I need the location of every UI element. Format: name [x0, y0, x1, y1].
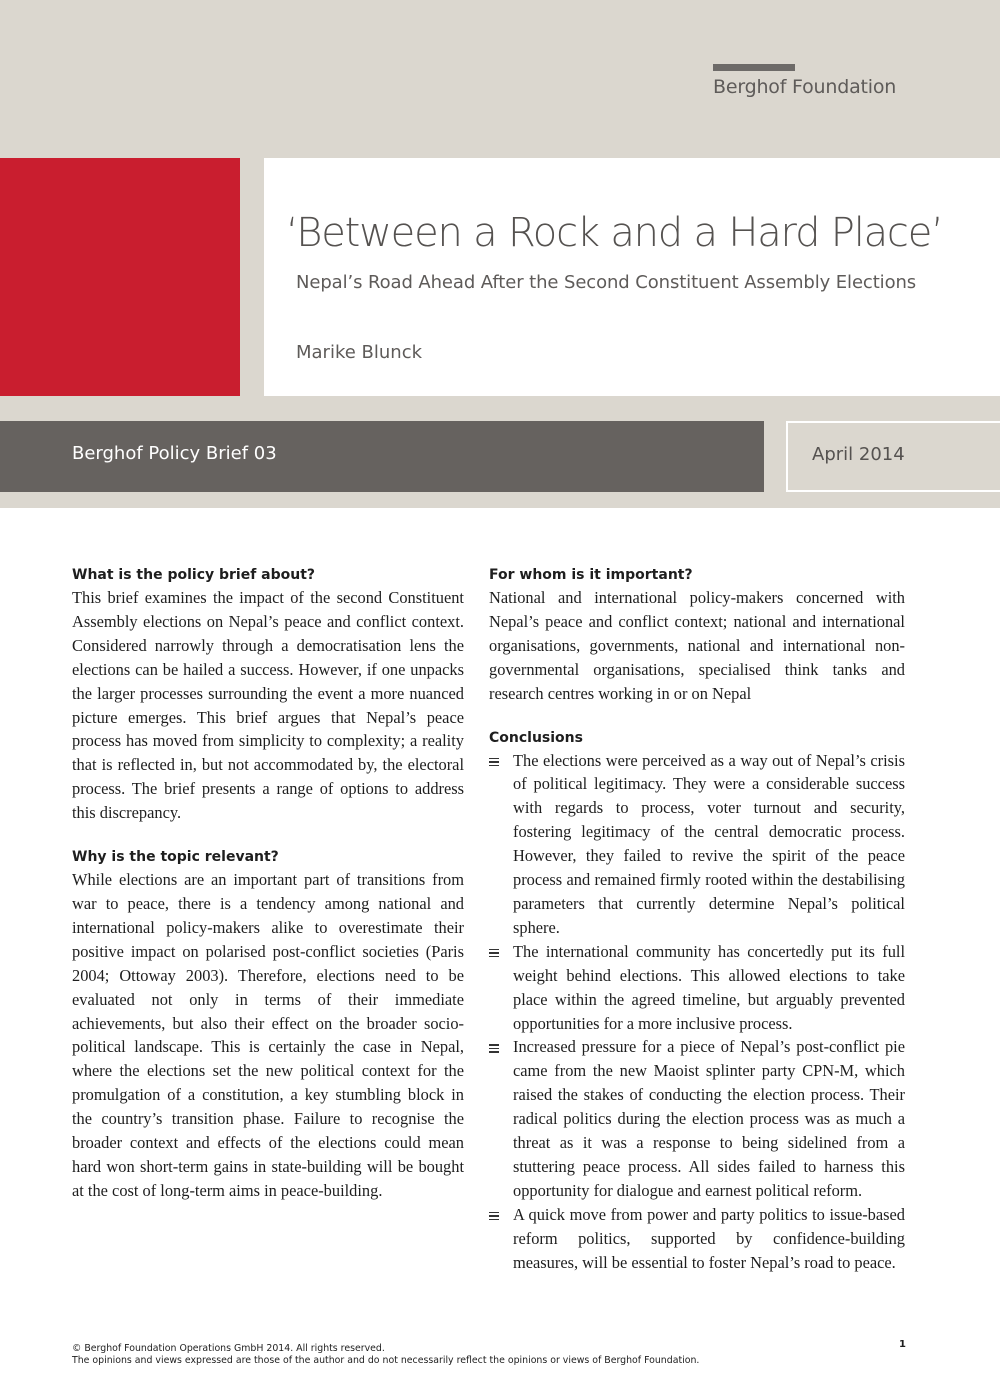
- bullet-lines-icon: [489, 758, 499, 769]
- section-heading-relevance: Why is the topic relevant?: [72, 849, 279, 866]
- conclusions-list: [489, 749, 905, 1275]
- berghof-logo: [713, 64, 908, 98]
- copyright-notice: © Berghof Foundation Operations GmbH 2014. All rights reserved.: [72, 1343, 385, 1354]
- list-item: [489, 1203, 905, 1275]
- section-heading-conclusions: Conclusions: [489, 729, 583, 746]
- logo-bar-icon: [713, 64, 795, 71]
- list-item-text: A quick move from power and party politics to issue-based reform politics, supported by confidence-building measures, will be essential to foster Nepal’s road to peace.: [513, 1204, 905, 1272]
- section-text-relevance: While elections are an important part of transitions from war to peace, there is a tendency among national and international policy-makers alike to overestimate their positive impact on polarised post-conflict societies (Paris 2004; Ottoway 2003). Therefore, elections need to be evaluated not only in terms of their immediate achievements, but also their effect on the broader socio-political landscape. This is certainly the case in Nepal, where the elections set the new political context for the promulgation of a constitution, a key stumbling block in the country’s transition phase. Failure to recognise the broader context and effects of the elections could mean hard won short-term gains in state-building will be bought at the cost of long-term aims in peace-building.: [72, 870, 464, 1200]
- list-item-text: The international community has concertedly put its full weight behind elections. This allowed elections to take place within the agreed timeline, but arguably prevented opportunities for a more inclusive process.: [513, 941, 905, 1033]
- logo-text: Berghof Foundation: [713, 76, 897, 98]
- title-box: [264, 158, 1000, 396]
- bullet-lines-icon: [489, 1212, 499, 1223]
- document-title: ‘Between a Rock and a Hard Place’: [286, 210, 943, 256]
- date-box: [786, 421, 1000, 492]
- list-item: [489, 749, 905, 940]
- publication-date: April 2014: [812, 444, 905, 465]
- series-label: Berghof Policy Brief 03: [72, 443, 277, 464]
- disclaimer-notice: The opinions and views expressed are those of the author and do not necessarily reflect the opinions or views of Berghof Foundation.: [72, 1355, 700, 1366]
- right-column: [489, 565, 905, 1274]
- left-column: [72, 565, 464, 1203]
- red-accent-block: [0, 158, 240, 396]
- page-footer: [72, 1339, 906, 1367]
- list-item-text: The elections were perceived as a way out of Nepal’s crisis of political legitimacy. They were a considerable success with regards to process, voter turnout and security, fostering legitimacy of the central democratic process. However, they failed to revive the spirit of the peace process and remained firmly rooted within the destabilising parameters that currently determine Nepal’s political sphere.: [513, 750, 905, 937]
- section-text-about: This brief examines the impact of the second Constituent Assembly elections on Nepal’s peace and conflict context. Considered narrowly through a democratisation lens the elections can be hailed a success. However, if one unpacks the larger processes surrounding the event a more nuanced picture emerges. This brief argues that Nepal’s peace process has moved from simplicity to complexity; a reality that is reflected in, but not accommodated by, the electoral process. The brief presents a range of options to address this discrepancy.: [72, 588, 464, 823]
- author-name: Marike Blunck: [296, 342, 423, 363]
- section-text-audience: National and international policy-makers concerned with Nepal’s peace and conflict context; national and international organisations, governments, national and international non-governmental organisations, specialised think tanks and research centres working in or on Nepal: [489, 588, 905, 703]
- document-subtitle: Nepal’s Road Ahead After the Second Constituent Assembly Elections: [296, 272, 917, 293]
- page-number: 1: [899, 1339, 906, 1350]
- header-band: [0, 0, 1000, 508]
- section-heading-about: What is the policy brief about?: [72, 567, 316, 583]
- series-bar: [0, 421, 764, 492]
- section-heading-audience: For whom is it important?: [489, 567, 693, 583]
- bullet-lines-icon: [489, 1044, 499, 1055]
- list-item: [489, 1035, 905, 1202]
- list-item: [489, 940, 905, 1036]
- list-item-text: Increased pressure for a piece of Nepal’s post-conflict pie came from the new Maoist splinter party CPN-M, which raised the stakes of conducting the election process. Their radical politics during the election process was as much a threat as it was a response to being sidelined from a stuttering peace process. All sides failed to harness this opportunity for dialogue and earnest political reform.: [513, 1037, 905, 1200]
- bullet-lines-icon: [489, 949, 499, 960]
